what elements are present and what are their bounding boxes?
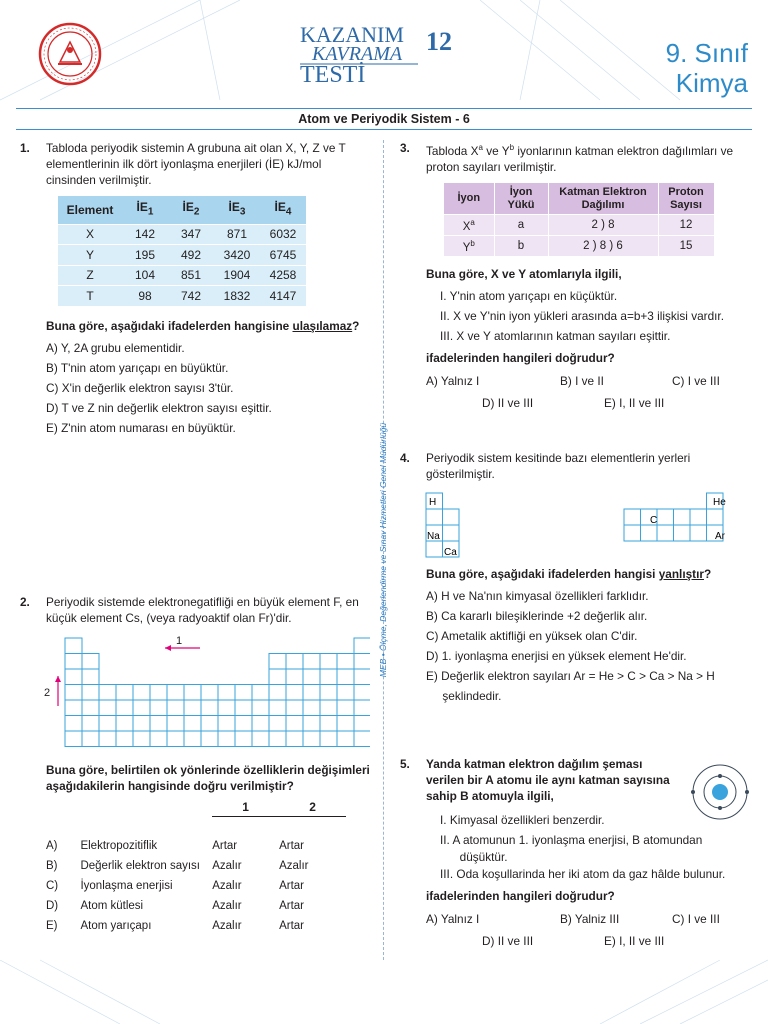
electron (691, 790, 695, 794)
answer-options (20, 338, 372, 438)
question-1 (20, 140, 372, 438)
table-cell (99, 685, 116, 701)
table-cell (320, 669, 337, 685)
table-cell (707, 509, 724, 525)
table-cell (99, 716, 116, 732)
option-a[interactable]: A) Yalnız I (426, 912, 480, 926)
table-cell (218, 731, 235, 747)
ionization-energy-table (58, 196, 306, 306)
table-cell (235, 731, 252, 747)
table-cell (218, 716, 235, 732)
periodic-table-section-diagram (425, 492, 735, 560)
element-ar: Ar (715, 531, 725, 542)
section-title: Atom ve Periyodik Sistem - 6 (16, 108, 752, 130)
table-cell (252, 685, 269, 701)
table-cell (184, 731, 201, 747)
table-cell (674, 509, 691, 525)
table-cell (426, 509, 443, 525)
table-header: Proton Sayısı (658, 183, 714, 215)
table-cell (167, 700, 184, 716)
table-cell (116, 700, 133, 716)
statement-1: I. Kimyasal özellikleri benzerdir. (440, 813, 605, 827)
arrow-2-label: 2 (44, 687, 51, 699)
answer-options-row-2 (400, 930, 752, 952)
statements (426, 286, 752, 346)
table-cell (252, 731, 269, 747)
option-a[interactable]: A) H ve Na'nın kimyasal özellikleri farklıdır. (426, 589, 649, 603)
table-cell (201, 731, 218, 747)
answer-options-row-1 (400, 908, 752, 930)
table-cell (218, 685, 235, 701)
table-cell (99, 700, 116, 716)
table-cell (65, 669, 82, 685)
table-cell (133, 731, 150, 747)
atom-shell-diagram (688, 760, 752, 824)
option-c[interactable]: C) Ametalik aktifliği en yüksek olan C'dir. (426, 629, 638, 643)
statement-3: III. Oda koşullarinda her iki atom da gaz hâlde bulunur. (440, 867, 726, 881)
question-stem: Periyodik sistem kesitinde bazı elementlerin yerleri gösterilmiştir. (426, 451, 691, 481)
table-row: $Y^b$ b 2 ) 8 ) 6 15 (444, 236, 714, 256)
table-row: Y 195 492 3420 6745 (58, 245, 306, 266)
table-cell (82, 731, 99, 747)
table-cell (354, 731, 370, 747)
answer-options-row-1 (400, 370, 752, 392)
question-4 (400, 450, 752, 482)
statement-2: II. X ve Y'nin iyon yükleri arasında a=b+3 ilişkisi vardır. (440, 309, 724, 324)
table-cell (269, 731, 286, 747)
option-e[interactable]: E) Atom yarıçapı Azalır Artar (46, 920, 305, 932)
table-cell (320, 654, 337, 670)
table-cell (286, 669, 303, 685)
table-header: Element (58, 196, 122, 224)
table-header: $İE_4$ (260, 196, 306, 224)
question-prompt: Buna göre, belirtilen ok yönlerinde özelliklerin değişimleri aşağıdakilerin hangisinde doğru verilmiştir? (46, 763, 370, 793)
table-header: $İE_2$ (168, 196, 214, 224)
table-cell (641, 525, 658, 541)
element-ca: Ca (444, 547, 457, 558)
question-number: 4. (400, 451, 410, 465)
table-cell (303, 700, 320, 716)
table-cell (269, 685, 286, 701)
option-a[interactable]: A) Elektropozitiflik Artar Artar (46, 840, 305, 852)
question-stem: Periyodik sistemde elektronegatifliği en büyük element F, en küçük element Cs, (veya radyoaktif olan Fr)'dir. (46, 595, 359, 625)
table-cell (354, 716, 370, 732)
option-e[interactable]: E) Değerlik elektron sayıları Ar = He > C > Ca > Na > H (426, 669, 715, 683)
table-cell (286, 716, 303, 732)
table-cell (303, 731, 320, 747)
arrow-1-label: 1 (176, 635, 183, 647)
table-row: $X^a$ a 2 ) 8 12 (444, 215, 714, 236)
table-cell (354, 685, 370, 701)
question-prompt: ifadelerinden hangileri doğrudur? (426, 889, 615, 903)
table-cell (150, 731, 167, 747)
table-cell (690, 509, 707, 525)
option-b[interactable]: B) I ve II (560, 374, 604, 389)
periodic-table-arrows-diagram (40, 630, 370, 756)
answer-options (426, 586, 756, 706)
table-cell (65, 700, 82, 716)
table-header: $İE_1$ (122, 196, 168, 224)
test-number: 12 (426, 27, 452, 56)
option-a[interactable]: A) Yalnız I (426, 374, 480, 389)
option-d[interactable]: D) 1. iyonlaşma enerjisi en yüksek element He'dir. (426, 649, 687, 663)
arrow-1-head (165, 645, 171, 651)
element-h: H (429, 497, 437, 508)
table-cell (624, 525, 641, 541)
table-cell (235, 716, 252, 732)
table-cell (133, 700, 150, 716)
logo-line2: KAVRAMA (312, 43, 403, 65)
question-number: 2. (20, 595, 30, 609)
table-header: İyon Yükü (494, 183, 548, 215)
option-e-continued: şeklindedir. (426, 689, 502, 703)
element-c: C (650, 515, 658, 526)
table-row: T 98 742 1832 4147 (58, 286, 306, 307)
table-cell (303, 716, 320, 732)
table-cell (337, 731, 354, 747)
table-cell (354, 669, 370, 685)
table-cell (82, 654, 99, 670)
table-cell (184, 685, 201, 701)
table-cell (150, 685, 167, 701)
statement-2-continued: düşüktür. (440, 850, 508, 864)
table-cell (201, 700, 218, 716)
table-cell (269, 669, 286, 685)
table-cell (426, 541, 443, 557)
table-cell (624, 509, 641, 525)
table-cell (354, 700, 370, 716)
table-header: Katman Elektron Dağılımı (548, 183, 658, 215)
table-cell (269, 700, 286, 716)
question-2-prompt (46, 762, 372, 936)
grade-label: 9. Sınıf (665, 38, 748, 68)
question-2 (20, 594, 372, 626)
header (0, 0, 768, 100)
option-d[interactable]: D) T ve Z nin değerlik elektron sayısı eşittir. (46, 401, 272, 415)
table-cell (82, 700, 99, 716)
table-cell (674, 525, 691, 541)
trend-options-table (46, 798, 346, 936)
table-cell (235, 700, 252, 716)
table-cell (303, 669, 320, 685)
option-c[interactable]: C) İyonlaşma enerjisi Azalır Artar (46, 880, 305, 892)
table-header: $İE_3$ (214, 196, 260, 224)
table-cell (286, 731, 303, 747)
table-cell (65, 654, 82, 670)
table-cell (201, 685, 218, 701)
table-cell (116, 716, 133, 732)
question-3 (400, 140, 752, 414)
option-e[interactable]: E) I, II ve III (604, 396, 665, 411)
table-cell (337, 669, 354, 685)
table-cell (116, 685, 133, 701)
arrow-2-head (55, 676, 61, 682)
table-cell (116, 731, 133, 747)
table-cell (690, 525, 707, 541)
table-cell (303, 685, 320, 701)
table-cell (65, 638, 82, 654)
table-cell (133, 685, 150, 701)
question-stem: Tabloda periyodik sistemin A grubuna ait olan X, Y, Z ve T elementlerinin ilk dört iyonlaşma enerjileri (İE) kJ/mol cinsinden verilmiştir. (46, 141, 346, 187)
logo-line1: KAZANIM (300, 22, 404, 47)
option-b[interactable]: B) Ca kararlı bileşiklerinde +2 değerlik alır. (426, 609, 648, 623)
kazanim-kavrama-testi-logo (298, 20, 468, 88)
table-cell (201, 716, 218, 732)
table-cell (133, 716, 150, 732)
table-cell (303, 654, 320, 670)
table-cell (657, 525, 674, 541)
table-cell (252, 700, 269, 716)
table-cell (167, 716, 184, 732)
electron (745, 790, 749, 794)
option-d[interactable]: D) II ve III (482, 934, 534, 948)
table-cell (443, 509, 460, 525)
option-e[interactable]: E) Z'nin atom numarası en büyüktür. (46, 421, 236, 435)
table-cell (184, 716, 201, 732)
option-c[interactable]: C) I ve III (672, 912, 720, 926)
statement-1: I. Y'nin atom yarıçapı en küçüktür. (440, 289, 618, 304)
option-d[interactable]: D) II ve III (482, 396, 534, 411)
table-cell (354, 654, 370, 670)
table-cell (320, 700, 337, 716)
question-4-prompt (426, 566, 756, 706)
answer-options-row-2 (400, 392, 752, 414)
option-d[interactable]: D) Atom kütlesi Azalır Artar (46, 900, 305, 912)
option-b[interactable]: B) Yalniz III (560, 912, 620, 926)
table-cell (337, 685, 354, 701)
table-cell (657, 509, 674, 525)
table-cell (320, 731, 337, 747)
question-prompt: Buna göre, X ve Y atomlarıyla ilgili, (426, 267, 622, 282)
element-he: He (713, 497, 726, 508)
table-cell (354, 638, 370, 654)
table-cell (320, 685, 337, 701)
electron (718, 806, 722, 810)
logo-line3: TESTİ (300, 62, 366, 88)
option-c[interactable]: C) X'in değerlik elektron sayısı 3'tür. (46, 381, 234, 395)
option-b[interactable]: B) T'nin atom yarıçapı en büyüktür. (46, 361, 229, 375)
table-cell (269, 654, 286, 670)
table-cell (269, 716, 286, 732)
table-cell (82, 669, 99, 685)
question-number: 1. (20, 141, 30, 155)
table-cell (286, 654, 303, 670)
table-cell (337, 700, 354, 716)
table-cell (218, 700, 235, 716)
column-2-header: 2 (309, 799, 316, 814)
ion-table (444, 183, 715, 256)
question-prompt: Buna göre, aşağıdaki ifadelerden hangisi yanlıştır? (426, 567, 712, 581)
question-stem: Tabloda $X^a$ ve $Y^b$ iyonlarının katman elektron dağılımları ve proton sayıları verilmiştir. (426, 143, 734, 174)
table-cell (320, 716, 337, 732)
table-cell (286, 685, 303, 701)
table-row: X 142 347 871 6032 (58, 224, 306, 245)
subject-label: Kimya (675, 68, 748, 98)
element-na: Na (427, 531, 440, 542)
question-number: 3. (400, 141, 410, 155)
table-cell (99, 731, 116, 747)
electron (718, 774, 722, 778)
table-cell (65, 731, 82, 747)
question-number: 5. (400, 757, 410, 771)
option-b[interactable]: B) Değerlik elektron sayısı Azalır Azalır (46, 860, 309, 872)
table-cell (337, 716, 354, 732)
table-cell (286, 700, 303, 716)
sidebar-caption: MEB • Ölçme, Değerlendirme ve Sınav Hizmetleri Genel Müdürlüğü (378, 422, 388, 678)
table-cell (443, 525, 460, 541)
statement-3: III. X ve Y atomlarının katman sayıları eşittir. (440, 329, 671, 344)
option-c[interactable]: C) I ve III (672, 374, 720, 389)
table-cell (65, 685, 82, 701)
statement-2: II. A atomunun 1. iyonlaşma enerjisi, B atomundan (440, 833, 703, 847)
table-cell (167, 731, 184, 747)
option-e[interactable]: E) I, II ve III (604, 934, 665, 948)
table-cell (252, 716, 269, 732)
table-cell (150, 716, 167, 732)
table-cell (184, 700, 201, 716)
table-cell (82, 716, 99, 732)
table-row: Z 104 851 1904 4258 (58, 265, 306, 286)
grade-subject (666, 38, 748, 98)
column-1-header: 1 (242, 799, 249, 814)
table-cell (235, 685, 252, 701)
table-cell (150, 700, 167, 716)
question-prompt-2: ifadelerinden hangileri doğrudur? (426, 351, 615, 366)
table-header: İyon (444, 183, 494, 215)
question-stem: Yanda katman elektron dağılım şeması verilen bir A atomu ile aynı katman sayısına sahip B atomuyla ilgili, (426, 757, 670, 803)
table-cell (65, 716, 82, 732)
table-cell (167, 685, 184, 701)
nucleus-icon (712, 784, 728, 800)
meb-seal-icon (38, 22, 102, 86)
table-cell (337, 654, 354, 670)
option-a[interactable]: A) Y, 2A grubu elementidir. (46, 341, 185, 355)
table-cell (82, 685, 99, 701)
question-prompt: Buna göre, aşağıdaki ifadelerden hangisine ulaşılamaz? (46, 319, 360, 333)
